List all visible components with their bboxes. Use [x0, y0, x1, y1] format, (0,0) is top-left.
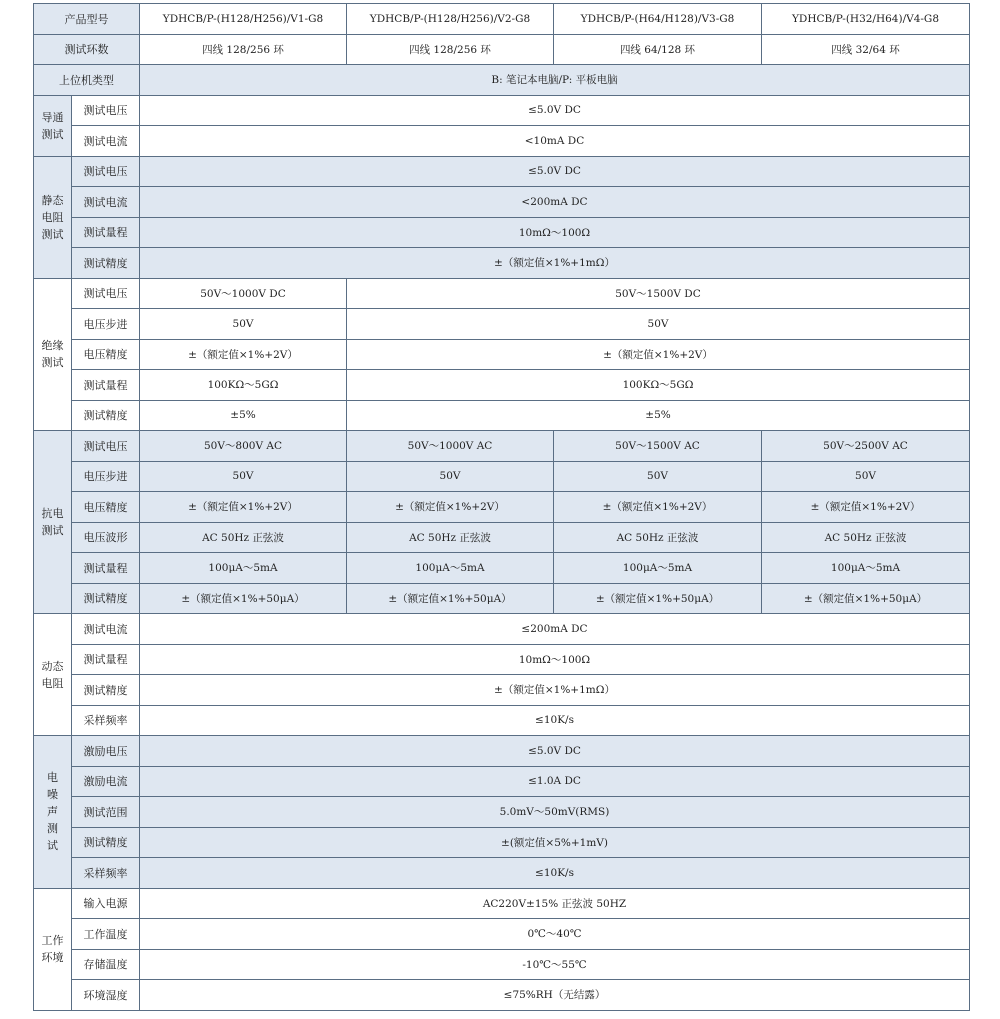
model-label: 产品型号: [34, 4, 140, 35]
row-label: 环境湿度: [72, 980, 140, 1011]
row-value: <10mA DC: [140, 126, 970, 157]
row-value-v4: AC 50Hz 正弦波: [762, 522, 970, 553]
row-value-v3: ±（额定值×1%+50μA）: [554, 583, 762, 614]
withstand-row: [34, 583, 970, 614]
row-label: 采样频率: [72, 705, 140, 736]
model-v4: YDHCB/P-(H32/H64)/V4-G8: [762, 4, 970, 35]
row-value-v3: AC 50Hz 正弦波: [554, 522, 762, 553]
row-value-v1: 50V: [140, 309, 347, 340]
section-dynamic-res-label: 动态电阻: [41, 659, 64, 690]
insulation-row: [34, 400, 970, 431]
row-value-rest: 50V～1500V DC: [347, 278, 970, 309]
row-value-v1: 100μA～5mA: [140, 553, 347, 584]
row-label: 测试精度: [72, 675, 140, 706]
row-label: 测试量程: [72, 217, 140, 248]
row-value-v1: 50V: [140, 461, 347, 492]
row-value-rest: 100KΩ～5GΩ: [347, 370, 970, 401]
row-value-v4: 50V～2500V AC: [762, 431, 970, 462]
static-res-row: [34, 187, 970, 218]
row-value: ±（额定值×1%+1mΩ）: [140, 248, 970, 279]
row-label: 电压步进: [72, 461, 140, 492]
row-value-v1: ±5%: [140, 400, 347, 431]
rings-label: 测试环数: [34, 34, 140, 65]
section-static-res-label: 静态电阻测试: [41, 193, 64, 241]
section-insulation-label: 绝缘测试: [41, 339, 64, 370]
static-res-row: [34, 248, 970, 279]
row-value: 10mΩ～100Ω: [140, 217, 970, 248]
row-label: 测试量程: [72, 644, 140, 675]
row-value-v1: 50V～800V AC: [140, 431, 347, 462]
section-environment: [34, 888, 72, 1010]
row-label: 测试电压: [72, 278, 140, 309]
row-value: 0℃～40℃: [140, 919, 970, 950]
row-label: 电压精度: [72, 339, 140, 370]
insulation-row: [34, 370, 970, 401]
section-static-res: [34, 156, 72, 278]
row-label: 工作温度: [72, 919, 140, 950]
noise-row: [34, 736, 970, 767]
row-value-rest: ±（额定值×1%+2V）: [347, 339, 970, 370]
row-value: ±(额定值×5%+1mV): [140, 827, 970, 858]
row-value: 10mΩ～100Ω: [140, 644, 970, 675]
row-label: 测试电流: [72, 126, 140, 157]
row-value: <200mA DC: [140, 187, 970, 218]
insulation-row: [34, 278, 970, 309]
row-value-v2: 50V: [347, 461, 554, 492]
header-row: [34, 4, 970, 35]
row-value: ≤5.0V DC: [140, 736, 970, 767]
section-dynamic-res: [34, 614, 72, 736]
host-row: [34, 65, 970, 96]
dynamic-res-row: [34, 614, 970, 645]
section-withstand: [34, 431, 72, 614]
row-value-rest: ±5%: [347, 400, 970, 431]
section-conduction: [34, 95, 72, 156]
row-value-v1: ±（额定值×1%+2V）: [140, 339, 347, 370]
row-value-v1: 100KΩ～5GΩ: [140, 370, 347, 401]
dynamic-res-row: [34, 675, 970, 706]
row-value-v3: 50V～1500V AC: [554, 431, 762, 462]
insulation-row: [34, 339, 970, 370]
rings-v1: 四线 128/256 环: [140, 34, 347, 65]
row-label: 采样频率: [72, 858, 140, 889]
environment-row: [34, 919, 970, 950]
row-value-v2: ±（额定值×1%+50μA）: [347, 583, 554, 614]
section-conduction-label: 导通测试: [41, 110, 64, 141]
row-value: -10℃～55℃: [140, 949, 970, 980]
row-value: ≤75%RH（无结露）: [140, 980, 970, 1011]
rings-v3: 四线 64/128 环: [554, 34, 762, 65]
row-value: ≤5.0V DC: [140, 95, 970, 126]
row-value: ≤1.0A DC: [140, 766, 970, 797]
withstand-row: [34, 492, 970, 523]
row-label: 测试范围: [72, 797, 140, 828]
environment-row: [34, 980, 970, 1011]
dynamic-res-row: [34, 644, 970, 675]
environment-row: [34, 949, 970, 980]
row-label: 测试精度: [72, 400, 140, 431]
conduction-row: [34, 126, 970, 157]
row-value-v2: 50V～1000V AC: [347, 431, 554, 462]
model-v1: YDHCB/P-(H128/H256)/V1-G8: [140, 4, 347, 35]
row-value-v4: 50V: [762, 461, 970, 492]
row-value-v2: 100μA～5mA: [347, 553, 554, 584]
noise-row: [34, 827, 970, 858]
section-insulation: [34, 278, 72, 431]
row-value-rest: 50V: [347, 309, 970, 340]
host-value: B: 笔记本电脑/P: 平板电脑: [140, 65, 970, 96]
row-value-v1: 50V～1000V DC: [140, 278, 347, 309]
spec-table: [33, 3, 970, 1011]
withstand-row: [34, 553, 970, 584]
row-label: 电压精度: [72, 492, 140, 523]
noise-row: [34, 766, 970, 797]
row-value: AC220V±15% 正弦波 50HZ: [140, 888, 970, 919]
withstand-row: [34, 431, 970, 462]
row-label: 电压步进: [72, 309, 140, 340]
section-withstand-label: 抗电测试: [41, 507, 64, 537]
row-value: ≤5.0V DC: [140, 156, 970, 187]
dynamic-res-row: [34, 705, 970, 736]
row-value-v1: ±（额定值×1%+2V）: [140, 492, 347, 523]
environment-row: [34, 888, 970, 919]
row-value-v3: 50V: [554, 461, 762, 492]
row-label: 测试电压: [72, 431, 140, 462]
insulation-row: [34, 309, 970, 340]
row-label: 测试量程: [72, 370, 140, 401]
row-label: 输入电源: [72, 888, 140, 919]
rings-v2: 四线 128/256 环: [347, 34, 554, 65]
withstand-row: [34, 522, 970, 553]
row-label: 测试精度: [72, 583, 140, 614]
row-value: ≤200mA DC: [140, 614, 970, 645]
row-label: 测试精度: [72, 827, 140, 858]
row-label: 测试电流: [72, 614, 140, 645]
row-label: 电压波形: [72, 522, 140, 553]
model-v3: YDHCB/P-(H64/H128)/V3-G8: [554, 4, 762, 35]
row-label: 测试电流: [72, 187, 140, 218]
conduction-row: [34, 95, 970, 126]
model-v2: YDHCB/P-(H128/H256)/V2-G8: [347, 4, 554, 35]
row-value: 5.0mV～50mV(RMS): [140, 797, 970, 828]
row-label: 存储温度: [72, 949, 140, 980]
noise-row: [34, 858, 970, 889]
row-value-v3: 100μA～5mA: [554, 553, 762, 584]
static-res-row: [34, 217, 970, 248]
row-value-v2: AC 50Hz 正弦波: [347, 522, 554, 553]
row-value: ≤10K/s: [140, 858, 970, 889]
row-label: 激励电压: [72, 736, 140, 767]
row-value-v4: 100μA～5mA: [762, 553, 970, 584]
row-label: 测试精度: [72, 248, 140, 279]
row-value-v4: ±（额定值×1%+50μA）: [762, 583, 970, 614]
row-value-v4: ±（额定值×1%+2V）: [762, 492, 970, 523]
row-value-v2: ±（额定值×1%+2V）: [347, 492, 554, 523]
row-label: 测试电压: [72, 156, 140, 187]
row-value: ≤10K/s: [140, 705, 970, 736]
section-noise-label: 电噪声测试: [47, 771, 58, 853]
host-label: 上位机类型: [34, 65, 140, 96]
rings-v4: 四线 32/64 环: [762, 34, 970, 65]
section-environment-label: 工作环境: [41, 934, 64, 964]
withstand-row: [34, 461, 970, 492]
section-noise: [34, 736, 72, 889]
noise-row: [34, 797, 970, 828]
row-value-v3: ±（额定值×1%+2V）: [554, 492, 762, 523]
rings-row: [34, 34, 970, 65]
spec-table-container: [33, 3, 970, 1011]
row-label: 测试量程: [72, 553, 140, 584]
row-value: ±（额定值×1%+1mΩ）: [140, 675, 970, 706]
row-value-v1: ±（额定值×1%+50μA）: [140, 583, 347, 614]
row-value-v1: AC 50Hz 正弦波: [140, 522, 347, 553]
row-label: 激励电流: [72, 766, 140, 797]
static-res-row: [34, 156, 970, 187]
row-label: 测试电压: [72, 95, 140, 126]
